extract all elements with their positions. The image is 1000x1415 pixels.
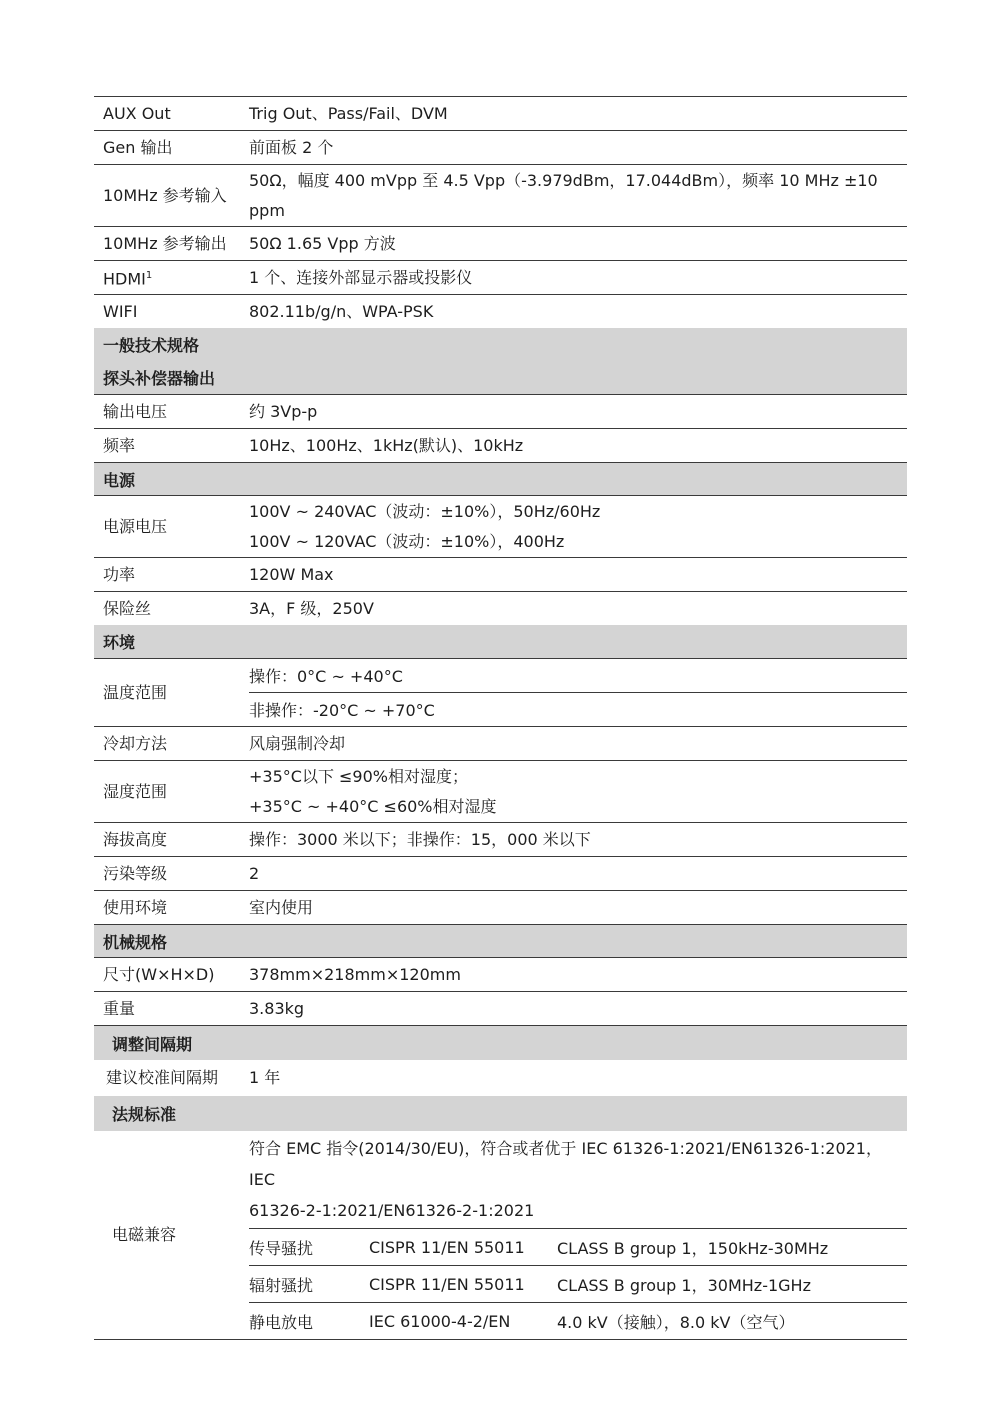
- row-value: 前面板 2 个: [249, 137, 334, 157]
- spec-row-weight: [94, 991, 907, 1025]
- row-label: WIFI: [103, 301, 138, 321]
- row-label: 功率: [103, 564, 136, 584]
- row-value: 2: [249, 863, 260, 883]
- spec-row-fuse: [94, 591, 907, 625]
- emc-spec: 4.0 kV（接触），8.0 kV（空气）: [557, 1312, 795, 1332]
- row-label: 保险丝: [103, 598, 152, 618]
- section-environment: 环境: [94, 625, 907, 658]
- row-value: 3.83kg: [249, 998, 305, 1018]
- spec-table: [94, 96, 907, 1340]
- section-calibration-interval: 调整间隔期: [94, 1025, 907, 1060]
- row-label: 尺寸(W×H×D): [103, 964, 215, 984]
- voltage-line-1: 100V ~ 240VAC（波动：±10%），50Hz/60Hz: [249, 501, 601, 521]
- row-value: 操作：3000 米以下；非操作：15，000 米以下: [249, 829, 591, 849]
- spec-row-use-environment: [94, 890, 907, 924]
- row-value: 3A，F 级，250V: [249, 598, 374, 618]
- emc-test-name: 静电放电: [249, 1312, 314, 1332]
- row-label: 10MHz 参考输出: [103, 233, 227, 253]
- spec-row-hdmi: [94, 260, 907, 294]
- row-label: 重量: [103, 998, 136, 1018]
- spec-row-frequency: [94, 428, 907, 462]
- spec-row-output-voltage: [94, 394, 907, 428]
- voltage-line-2: 100V ~ 120VAC（波动：±10%），400Hz: [249, 531, 565, 551]
- row-label: 使用环境: [103, 897, 168, 917]
- section-probe-compensator: 探头补偿器输出: [94, 361, 907, 394]
- row-value: 378mm×218mm×120mm: [249, 964, 461, 984]
- spec-row-cooling: [94, 726, 907, 760]
- row-label: 建议校准间隔期: [106, 1068, 219, 1087]
- row-label: Gen 输出: [103, 137, 173, 157]
- emc-spec: CLASS B group 1，150kHz-30MHz: [557, 1238, 829, 1258]
- temperature-values: [249, 659, 907, 726]
- table-bottom-rule: [94, 1339, 907, 1340]
- spec-row-calibration: [94, 1060, 907, 1096]
- spec-row-10mhz-ref-in: [94, 164, 907, 226]
- humidity-line-2: +35°C ~ +40°C ≤60%相对湿度: [249, 796, 497, 816]
- row-label: [94, 261, 249, 294]
- spec-row-pollution: [94, 856, 907, 890]
- row-value: 50Ω，幅度 400 mVpp 至 4.5 Vpp（-3.979dBm，17.044dBm），频率 10 MHz ±10 ppm: [249, 170, 878, 220]
- row-value: 50Ω 1.65 Vpp 方波: [249, 233, 396, 253]
- row-label: 电源电压: [103, 516, 168, 536]
- row-label: 温度范围: [103, 682, 168, 702]
- spec-row-temperature: [94, 658, 907, 726]
- row-value: 10Hz、100Hz、1kHz(默认)、10kHz: [249, 435, 524, 455]
- row-value: [249, 762, 907, 822]
- spec-row-power: [94, 557, 907, 591]
- spec-row-wifi: [94, 294, 907, 328]
- emc-line-2: 61326-2-1:2021/EN61326-2-1:2021: [249, 1201, 535, 1220]
- emc-standard: CISPR 11/EN 55011: [369, 1237, 525, 1257]
- hdmi-label: HDMI: [103, 269, 146, 289]
- row-value: 1 个、连接外部显示器或投影仪: [249, 267, 473, 287]
- emc-row-radiated: [249, 1265, 907, 1302]
- emc-standard: CISPR 11/EN 55011: [369, 1274, 525, 1294]
- row-label: 电磁兼容: [112, 1225, 177, 1244]
- humidity-line-1: +35°C以下 ≤90%相对湿度；: [249, 766, 468, 786]
- row-value: Trig Out、Pass/Fail、DVM: [249, 103, 448, 123]
- spec-row-emc: [94, 1131, 907, 1339]
- spec-row-supply-voltage: [94, 495, 907, 557]
- section-regulatory: 法规标准: [94, 1096, 907, 1131]
- spec-row-10mhz-ref-out: [94, 226, 907, 260]
- spec-row-aux-out: [94, 96, 907, 130]
- section-mechanical: 机械规格: [94, 924, 907, 957]
- row-label: AUX Out: [103, 103, 171, 123]
- emc-row-esd: [249, 1302, 907, 1339]
- emc-row-conducted: [249, 1228, 907, 1265]
- emc-line-1: 符合 EMC 指令(2014/30/EU)，符合或者优于 IEC 61326-1:2021/EN61326-1:2021，IEC: [249, 1139, 882, 1189]
- row-label: 10MHz 参考输入: [103, 185, 227, 205]
- row-value: 1 年: [249, 1068, 281, 1087]
- row-value: 120W Max: [249, 564, 334, 584]
- spec-row-altitude: [94, 822, 907, 856]
- emc-compliance-text: [249, 1131, 907, 1228]
- row-label: 污染等级: [103, 863, 168, 883]
- footnote-marker: 1: [145, 269, 153, 281]
- section-general-specs: 一般技术规格: [94, 328, 907, 361]
- emc-details: [249, 1131, 907, 1339]
- temp-operating: 操作：0°C ~ +40°C: [249, 667, 403, 686]
- spec-row-humidity: [94, 760, 907, 822]
- emc-test-name: 传导骚扰: [249, 1238, 314, 1258]
- spec-row-gen-output: [94, 130, 907, 164]
- row-value: 802.11b/g/n、WPA-PSK: [249, 301, 434, 321]
- row-value: 室内使用: [249, 897, 314, 917]
- row-label: 输出电压: [103, 401, 168, 421]
- row-label: 冷却方法: [103, 733, 168, 753]
- emc-standard: IEC 61000-4-2/EN: [369, 1311, 511, 1331]
- row-label: 湿度范围: [103, 781, 168, 801]
- spec-row-dimensions: [94, 957, 907, 991]
- row-value: [249, 497, 907, 557]
- row-label: 频率: [103, 435, 136, 455]
- row-label: 海拔高度: [103, 829, 168, 849]
- section-power: 电源: [94, 462, 907, 495]
- temp-non-operating: 非操作：-20°C ~ +70°C: [249, 692, 907, 726]
- emc-spec: CLASS B group 1，30MHz-1GHz: [557, 1275, 811, 1295]
- row-value: 约 3Vp-p: [249, 401, 318, 421]
- emc-test-name: 辐射骚扰: [249, 1275, 314, 1295]
- row-value: 风扇强制冷却: [249, 733, 346, 753]
